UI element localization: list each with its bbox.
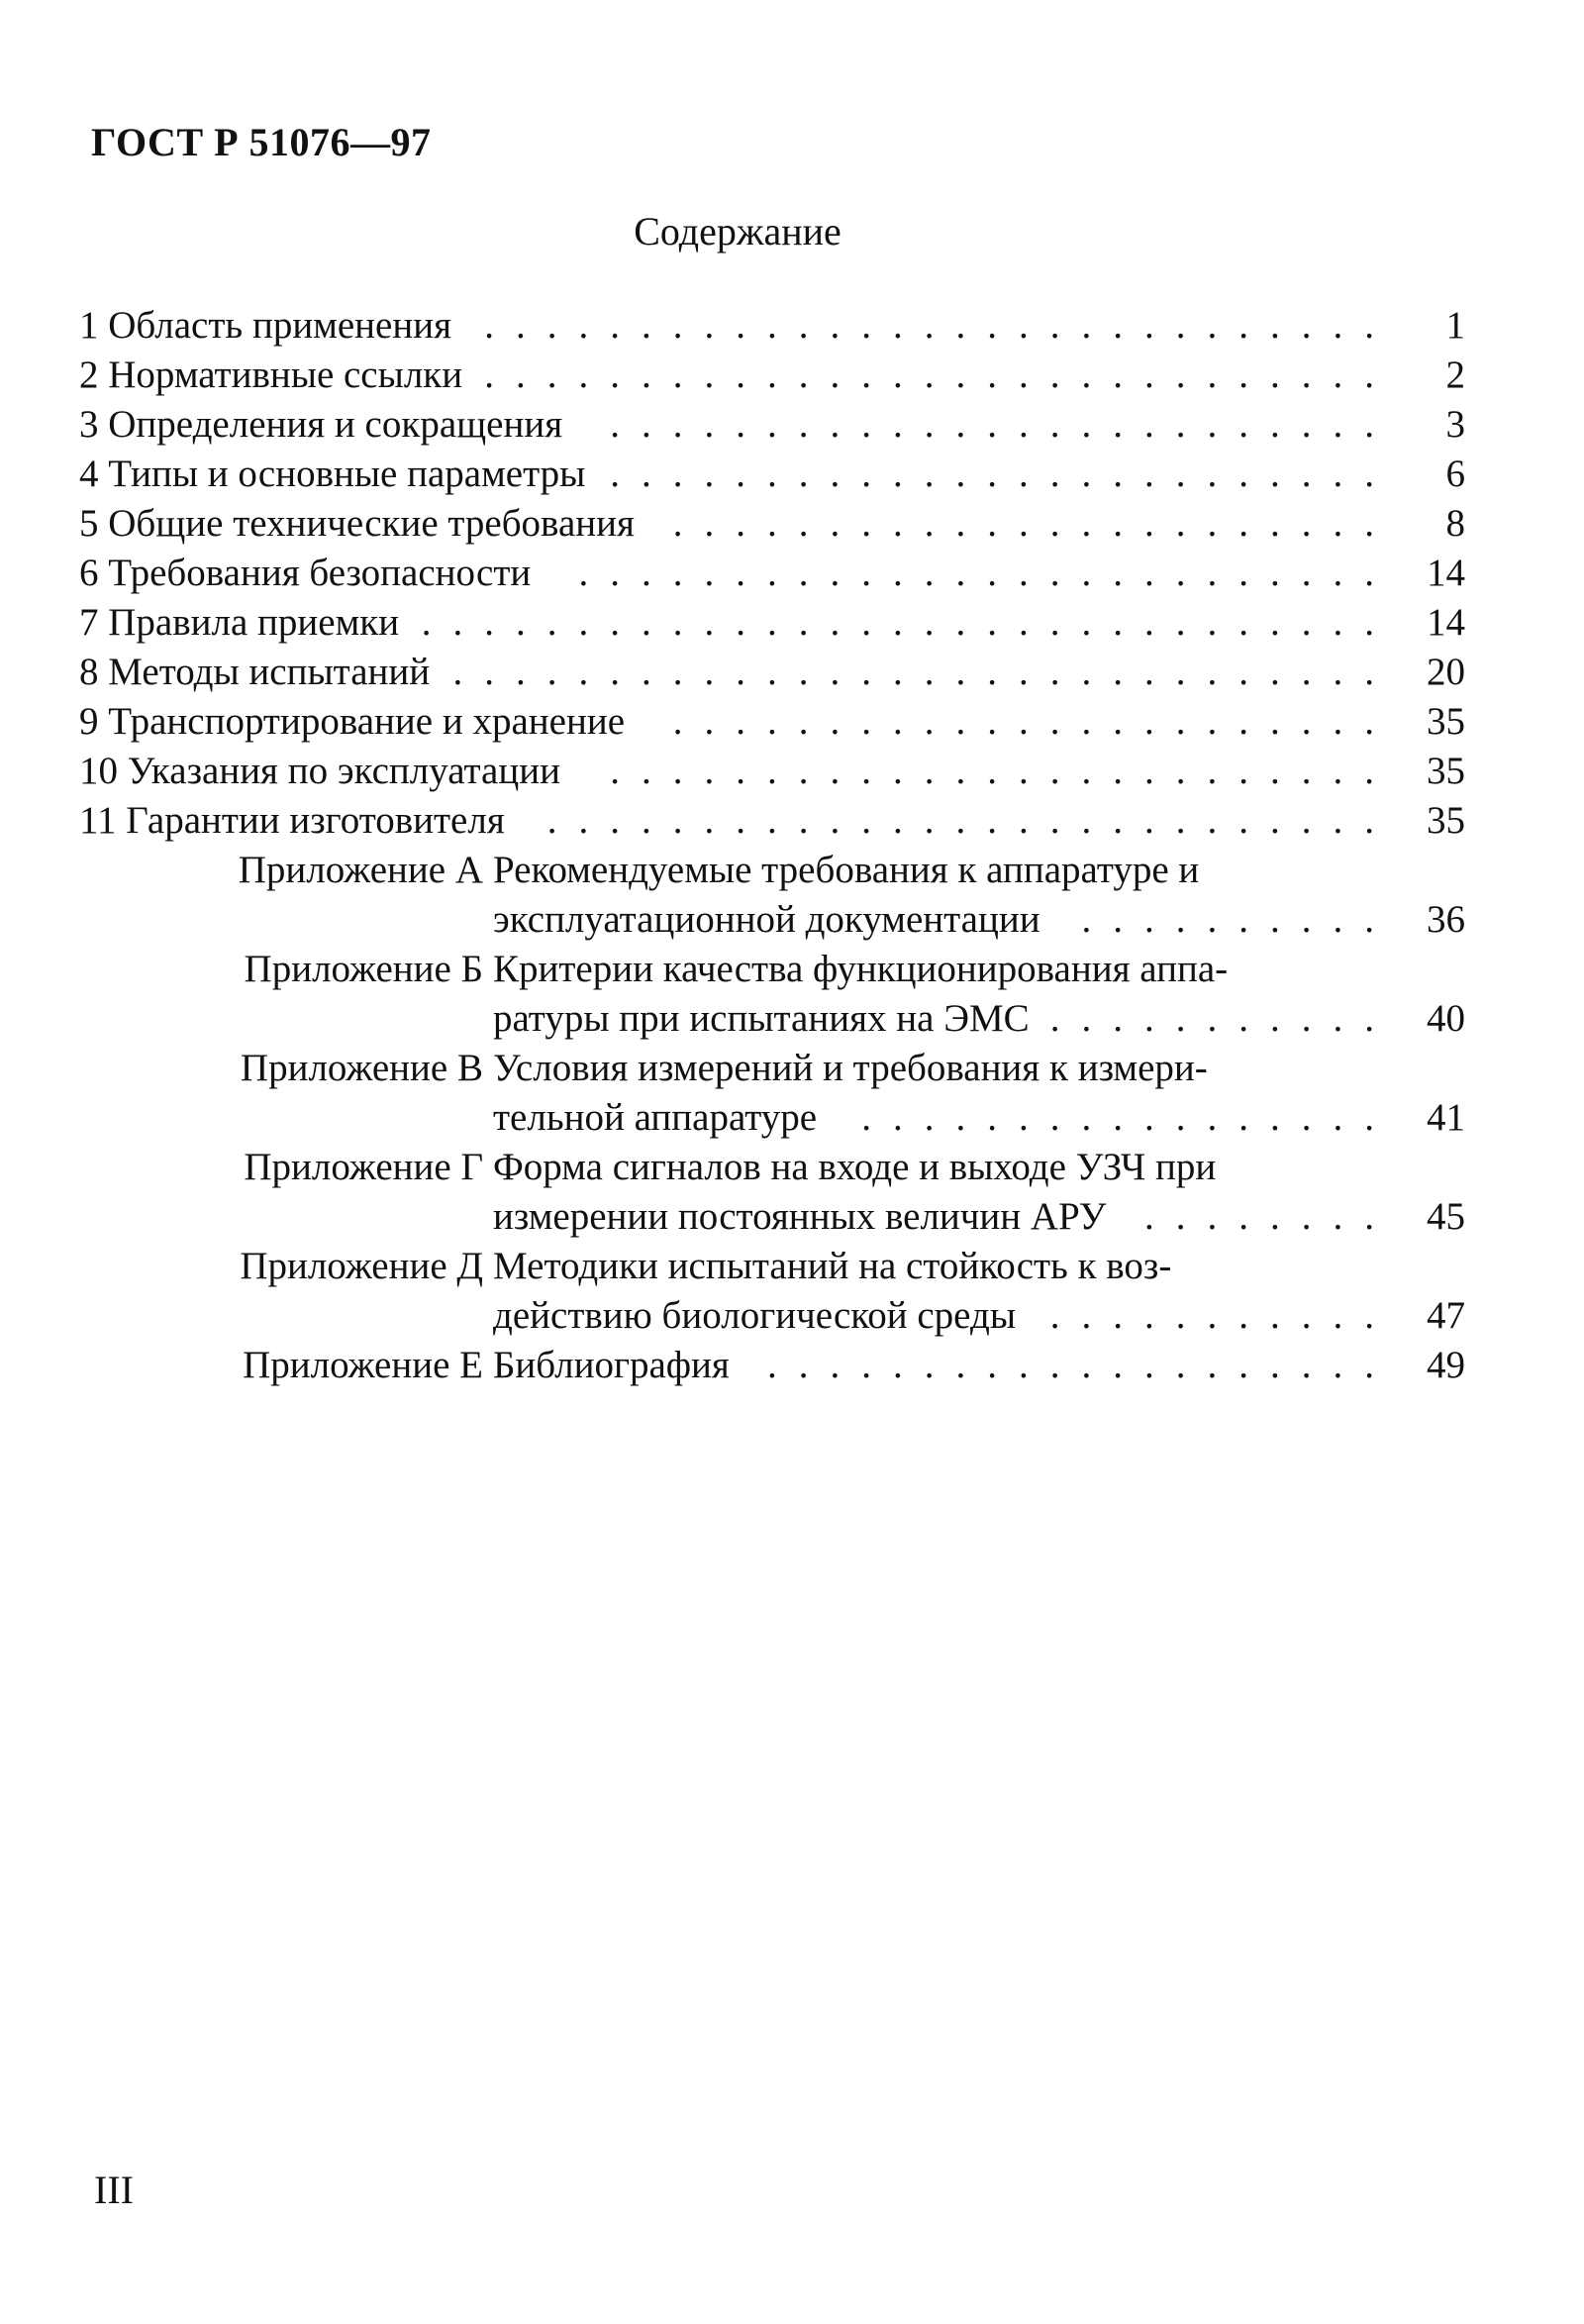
appendix-name: Приложение Б	[244, 948, 483, 990]
toc-entry-page: 2	[1445, 354, 1465, 396]
dot-leader: .......................	[672, 502, 1396, 545]
toc-appendix-entry[interactable]	[79, 1242, 1465, 1341]
toc-entry-label: 8 Методы испытаний	[79, 651, 431, 693]
appendix-title-line: Форма сигналов на входе и выходе УЗЧ при	[493, 1146, 1217, 1188]
toc-entry-label: 9 Транспортирование и хранение	[79, 700, 626, 743]
toc-entry-label: 4 Типы и основные параметры	[79, 453, 586, 495]
appendix-title-line: ратуры при испытаниях на ЭМС ...........	[493, 994, 1396, 1044]
toc-entry-page: 49	[1427, 1344, 1465, 1386]
toc-entry-label: 11 Гарантии изготовителя	[79, 799, 505, 842]
toc-entry-label: 7 Правила приемки	[79, 601, 400, 644]
dot-leader: .........................	[610, 750, 1396, 792]
toc-appendix-entry[interactable]	[79, 1341, 1465, 1390]
toc-entry-page: 47	[1427, 1294, 1465, 1337]
appendix-name: Приложение Г	[244, 1146, 483, 1188]
appendix-title-line: Библиография ....................	[493, 1341, 1396, 1390]
toc-entry-page: 20	[1427, 651, 1465, 693]
toc-entry[interactable]	[79, 598, 1465, 648]
toc-entry[interactable]	[79, 549, 1465, 598]
table-of-contents	[79, 301, 1465, 1390]
toc-entry[interactable]	[79, 351, 1465, 400]
toc-entry-label: 1 Область применения	[79, 304, 452, 347]
dot-leader: ..............................	[452, 651, 1396, 693]
page-title: Содержание	[634, 209, 842, 253]
appendix-title-line: Критерии качества функционирования аппа-	[493, 948, 1229, 990]
dot-leader: ...........	[1049, 1294, 1396, 1337]
page-number-roman: III	[94, 2168, 134, 2212]
dot-leader: .........................	[610, 403, 1396, 446]
dot-leader: ...............................	[421, 601, 1396, 644]
dot-leader: .......................	[672, 700, 1396, 743]
toc-entry-label: 3 Определения и сокращения	[79, 403, 563, 446]
toc-entry-page: 35	[1427, 700, 1465, 743]
toc-appendix-entry[interactable]	[79, 846, 1465, 945]
toc-entry[interactable]	[79, 747, 1465, 796]
dot-leader: ..........	[1081, 898, 1396, 941]
dot-leader: ...........................	[546, 799, 1396, 842]
toc-entry-label: 5 Общие технические требования	[79, 502, 635, 545]
toc-entry[interactable]	[79, 499, 1465, 549]
appendix-title-line: действию биологической среды ...........	[493, 1291, 1396, 1341]
dot-leader: .................	[861, 1096, 1396, 1139]
dot-leader: .........................	[610, 453, 1396, 495]
toc-entry[interactable]	[79, 697, 1465, 747]
appendix-title-line: Рекомендуемые требования к аппаратуре и	[493, 849, 1200, 891]
dot-leader: ....................	[767, 1344, 1396, 1386]
appendix-title-line: эксплуатационной документации ..........	[493, 895, 1396, 945]
toc-entry-page: 14	[1427, 552, 1465, 594]
toc-entry-page: 35	[1427, 799, 1465, 842]
dot-leader: .............................	[484, 354, 1396, 396]
toc-entry-page: 35	[1427, 750, 1465, 792]
appendix-name: Приложение Е	[243, 1344, 483, 1386]
toc-entry-page: 41	[1427, 1096, 1465, 1139]
appendix-name: Приложение А	[238, 849, 483, 891]
toc-appendix-entry[interactable]	[79, 1143, 1465, 1242]
toc-entry-page: 45	[1427, 1195, 1465, 1238]
toc-entry-page: 40	[1427, 997, 1465, 1040]
toc-entry[interactable]	[79, 450, 1465, 499]
toc-entry-page: 1	[1445, 304, 1465, 347]
dot-leader: ........	[1144, 1195, 1396, 1238]
document-code: ГОСТ Р 51076—97	[91, 120, 432, 164]
toc-entry-page: 3	[1445, 403, 1465, 446]
appendix-name: Приложение В	[240, 1047, 483, 1089]
appendix-title-line: Условия измерений и требования к измери-	[493, 1047, 1208, 1089]
appendix-name: Приложение Д	[240, 1245, 483, 1287]
toc-entry-page: 36	[1427, 898, 1465, 941]
appendix-title-line: Методики испытаний на стойкость к воз-	[493, 1245, 1172, 1287]
toc-entry-label: 2 Нормативные ссылки	[79, 354, 463, 396]
dot-leader: ..........................	[578, 552, 1396, 594]
toc-entry-label: 6 Требования безопасности	[79, 552, 532, 594]
toc-entry-label: 10 Указания по эксплуатации	[79, 750, 560, 792]
appendix-title-line: измерении постоянных величин АРУ ........	[493, 1192, 1396, 1242]
toc-entry-page: 6	[1445, 453, 1465, 495]
toc-entry[interactable]	[79, 400, 1465, 450]
dot-leader: ...........	[1049, 997, 1396, 1040]
toc-entry-page: 14	[1427, 601, 1465, 644]
toc-entry-page: 8	[1445, 502, 1465, 545]
toc-appendix-entry[interactable]	[79, 945, 1465, 1044]
toc-entry[interactable]	[79, 648, 1465, 697]
toc-entry[interactable]	[79, 301, 1465, 351]
dot-leader: .............................	[484, 304, 1396, 347]
appendix-title-line: тельной аппаратуре .................	[493, 1093, 1396, 1143]
toc-appendix-entry[interactable]	[79, 1044, 1465, 1143]
toc-entry[interactable]	[79, 796, 1465, 846]
